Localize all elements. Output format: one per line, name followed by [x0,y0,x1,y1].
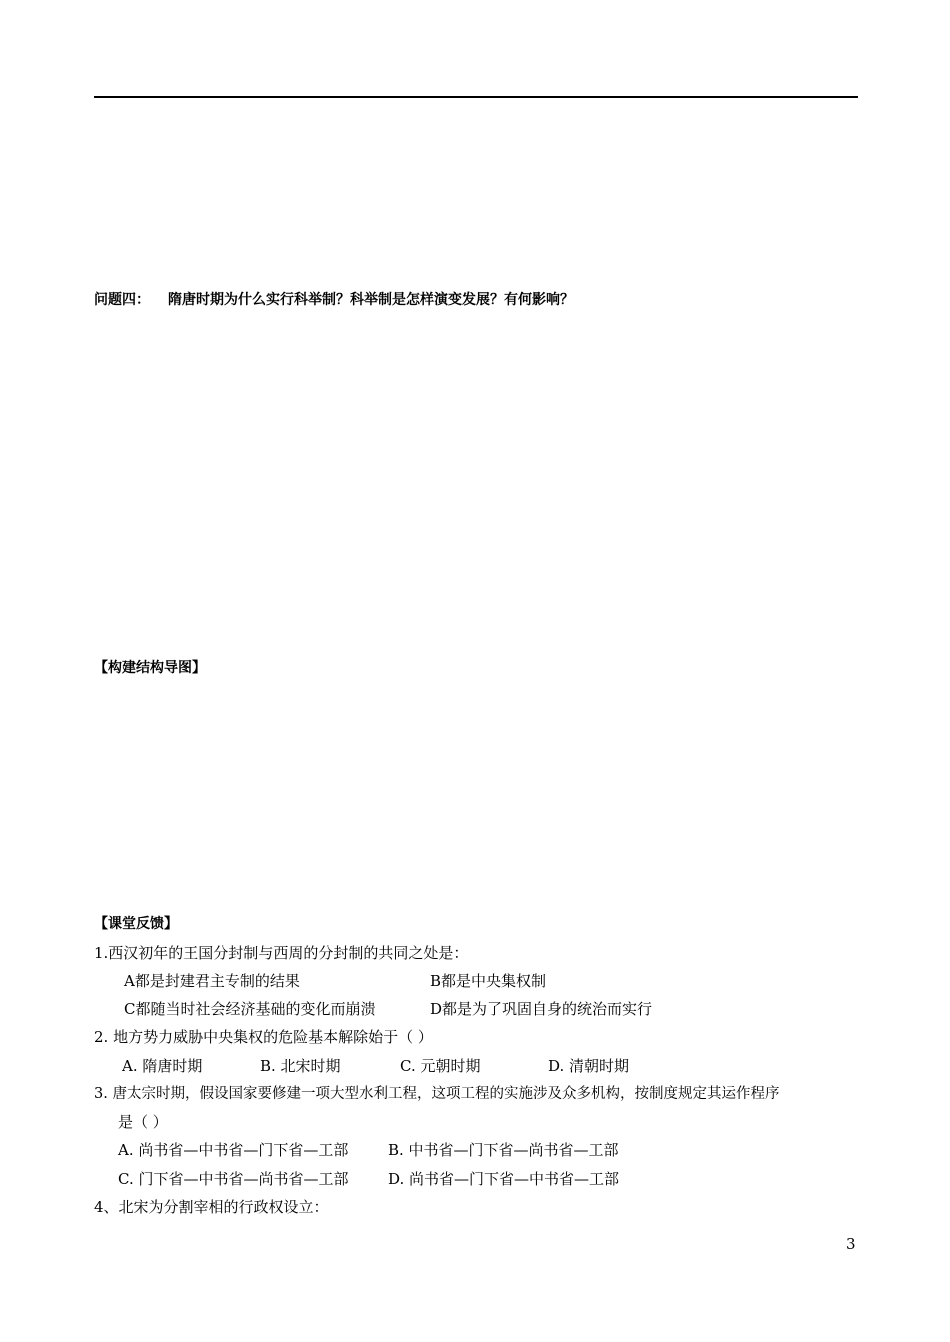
section-feedback-title: 【课堂反馈】 [94,916,178,932]
q1-option-d: D都是为了巩固自身的统治而实行 [430,1000,653,1018]
header-rule [94,96,858,98]
q3-option-c: C. 门下省—中书省—尚书省—工部 [118,1170,349,1188]
question-four-label: 问题四： [94,292,150,308]
q2-stem: 2. 地方势力威胁中央集权的危险基本解除始于（ ） [94,1028,433,1046]
q2-option-a: A. 隋唐时期 [122,1057,203,1075]
q2-option-b: B. 北宋时期 [260,1057,341,1075]
q3-stem-line2: 是（ ） [118,1113,168,1131]
q1-option-c: C都随当时社会经济基础的变化而崩溃 [124,1000,376,1018]
q1-option-b: B都是中央集权制 [430,972,547,990]
q3-option-d: D. 尚书省—门下省—中书省—工部 [388,1170,620,1188]
q3-stem-line1: 3. 唐太宗时期，假设国家要修建一项大型水利工程，这项工程的实施涉及众多机构，按制度规定其运作程序 [94,1086,780,1102]
q2-option-c: C. 元朝时期 [400,1057,481,1075]
q3-option-b: B. 中书省—门下省—尚书省—工部 [388,1141,619,1159]
q4-stem: 4、北宋为分割宰相的行政权设立： [94,1198,329,1216]
q1-stem: 1.西汉初年的王国分封制与西周的分封制的共同之处是： [94,944,469,962]
question-four-text: 隋唐时期为什么实行科举制？科举制是怎样演变发展？有何影响？ [168,292,574,308]
q1-option-a: A都是封建君主专制的结果 [124,972,300,990]
q3-option-a: A. 尚书省—中书省—门下省—工部 [118,1141,349,1159]
section-structure-title: 【构建结构导图】 [94,660,206,676]
page-number: 3 [846,1235,856,1253]
q2-option-d: D. 清朝时期 [548,1057,630,1075]
